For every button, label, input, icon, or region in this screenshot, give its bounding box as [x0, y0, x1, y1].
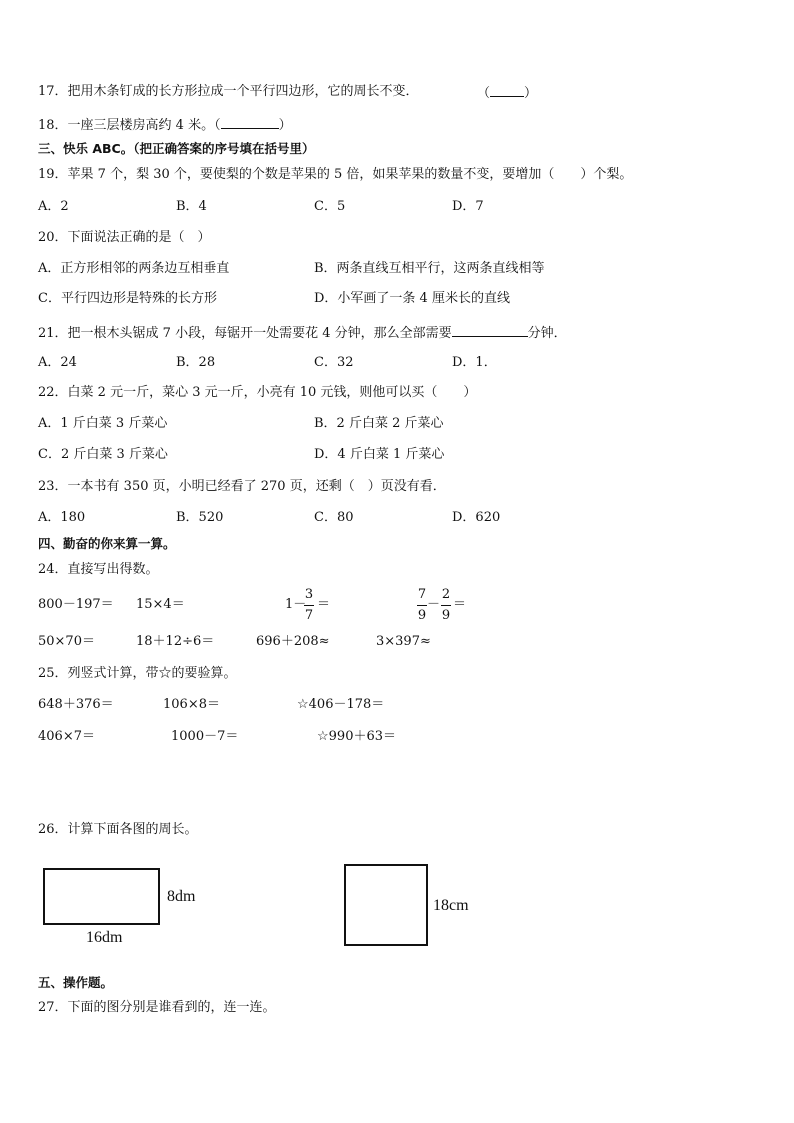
option-c[interactable]: C．平行四边形是特殊的长方形: [38, 291, 217, 306]
rectangle-width-label: 16dm: [86, 929, 123, 946]
option-d[interactable]: D．小军画了一条 4 厘米长的直线: [314, 291, 510, 306]
option-b[interactable]: B．2 斤白菜 2 斤菜心: [314, 416, 444, 431]
numerator: 3: [304, 587, 314, 602]
option-c[interactable]: C．2 斤白菜 3 斤菜心: [38, 447, 168, 462]
option-c[interactable]: C．80: [314, 510, 354, 525]
calc-item: 800－197＝: [38, 597, 114, 612]
question-21: 21．把一根木头锯成 7 小段，每锯开一处需要花 4 分钟，那么全部需要 分钟．: [38, 326, 567, 341]
section-4-title: 四、勤奋的你来算一算。: [38, 536, 176, 551]
fraction: [441, 587, 451, 624]
calc-item: ☆406－178＝: [297, 697, 385, 712]
option-d[interactable]: D．7: [452, 199, 484, 214]
fraction: [417, 587, 427, 624]
calc-item: 648＋376＝: [38, 697, 114, 712]
fraction-bar: [304, 605, 314, 606]
denominator: 7: [304, 608, 314, 623]
calc-item: 18＋12÷6＝: [136, 634, 215, 649]
option-d[interactable]: D．620: [452, 510, 501, 525]
calc-item: 50×70＝: [38, 634, 95, 649]
option-c[interactable]: C．32: [314, 355, 354, 370]
option-a[interactable]: A．2: [38, 199, 69, 214]
calc-item: ☆990＋63＝: [317, 729, 397, 744]
calc-item: 696＋208≈: [256, 634, 330, 649]
question-23-text: 23．一本书有 350 页，小明已经看了 270 页，还剩（ ）页没有看．: [38, 479, 446, 494]
question-20-text: 20．下面说法正确的是（ ）: [38, 230, 211, 245]
section-3-title: 三、快乐 ABC。（把正确答案的序号填在括号里）: [38, 141, 315, 156]
answer-blank[interactable]: [490, 84, 524, 97]
question-18: 18．一座三层楼房高约 4 米。（ ）: [38, 118, 292, 133]
fraction: [304, 587, 314, 624]
square-side-label: 18cm: [433, 897, 469, 914]
denominator: 9: [441, 608, 451, 623]
numerator: 2: [441, 587, 451, 602]
option-a[interactable]: A．正方形相邻的两条边互相垂直: [38, 261, 230, 276]
numerator: 7: [417, 587, 427, 602]
option-d[interactable]: D．1．: [452, 355, 497, 370]
option-a[interactable]: A．180: [38, 510, 86, 525]
rectangle-figure: [43, 868, 160, 925]
option-b[interactable]: B．4: [176, 199, 207, 214]
fraction-bar: [417, 605, 427, 606]
option-b[interactable]: B．520: [176, 510, 224, 525]
question-18-text: 18．一座三层楼房高约 4 米。（: [38, 118, 221, 133]
option-c[interactable]: C．5: [314, 199, 346, 214]
calc-item: 1000－7＝: [171, 729, 239, 744]
fraction-bar: [441, 605, 451, 606]
question-25-text: 25．列竖式计算，带☆的要验算。: [38, 666, 237, 681]
question-21-text: 21．把一根木头锯成 7 小段，每锯开一处需要花 4 分钟，那么全部需要: [38, 326, 452, 341]
option-d[interactable]: D．4 斤白菜 1 斤菜心: [314, 447, 445, 462]
question-22-text: 22．白菜 2 元一斤，菜心 3 元一斤，小亮有 10 元钱，则他可以买（ ）: [38, 385, 477, 400]
answer-blank[interactable]: [221, 116, 279, 129]
option-a[interactable]: A．24: [38, 355, 77, 370]
calc-item: 406×7＝: [38, 729, 95, 744]
option-b[interactable]: B．28: [176, 355, 216, 370]
calc-item: 3×397≈: [376, 634, 431, 649]
rectangle-height-label: 8dm: [167, 888, 196, 905]
denominator: 9: [417, 608, 427, 623]
calc-item: 106×8＝: [163, 697, 220, 712]
calc-item: 15×4＝: [136, 597, 185, 612]
answer-blank[interactable]: [452, 324, 528, 337]
square-figure: [344, 864, 428, 946]
question-24-text: 24．直接写出得数。: [38, 562, 159, 577]
question-27-text: 27．下面的图分别是谁看到的，连一连。: [38, 1000, 276, 1015]
question-19-text: 19．苹果 7 个，梨 30 个，要使梨的个数是苹果的 5 倍，如果苹果的数量不变，要增加（ ）个梨。: [38, 167, 633, 182]
option-a[interactable]: A．1 斤白菜 3 斤菜心: [38, 416, 168, 431]
question-17-text: 17．把用木条钉成的长方形拉成一个平行四边形，它的周长不变．: [38, 84, 419, 99]
option-b[interactable]: B．两条直线互相平行，这两条直线相等: [314, 261, 545, 276]
question-17-answer[interactable]: （ ）: [477, 86, 538, 101]
question-26-text: 26．计算下面各图的周长。: [38, 822, 198, 837]
question-17: [38, 84, 419, 100]
section-5-title: 五、操作题。: [38, 975, 114, 990]
